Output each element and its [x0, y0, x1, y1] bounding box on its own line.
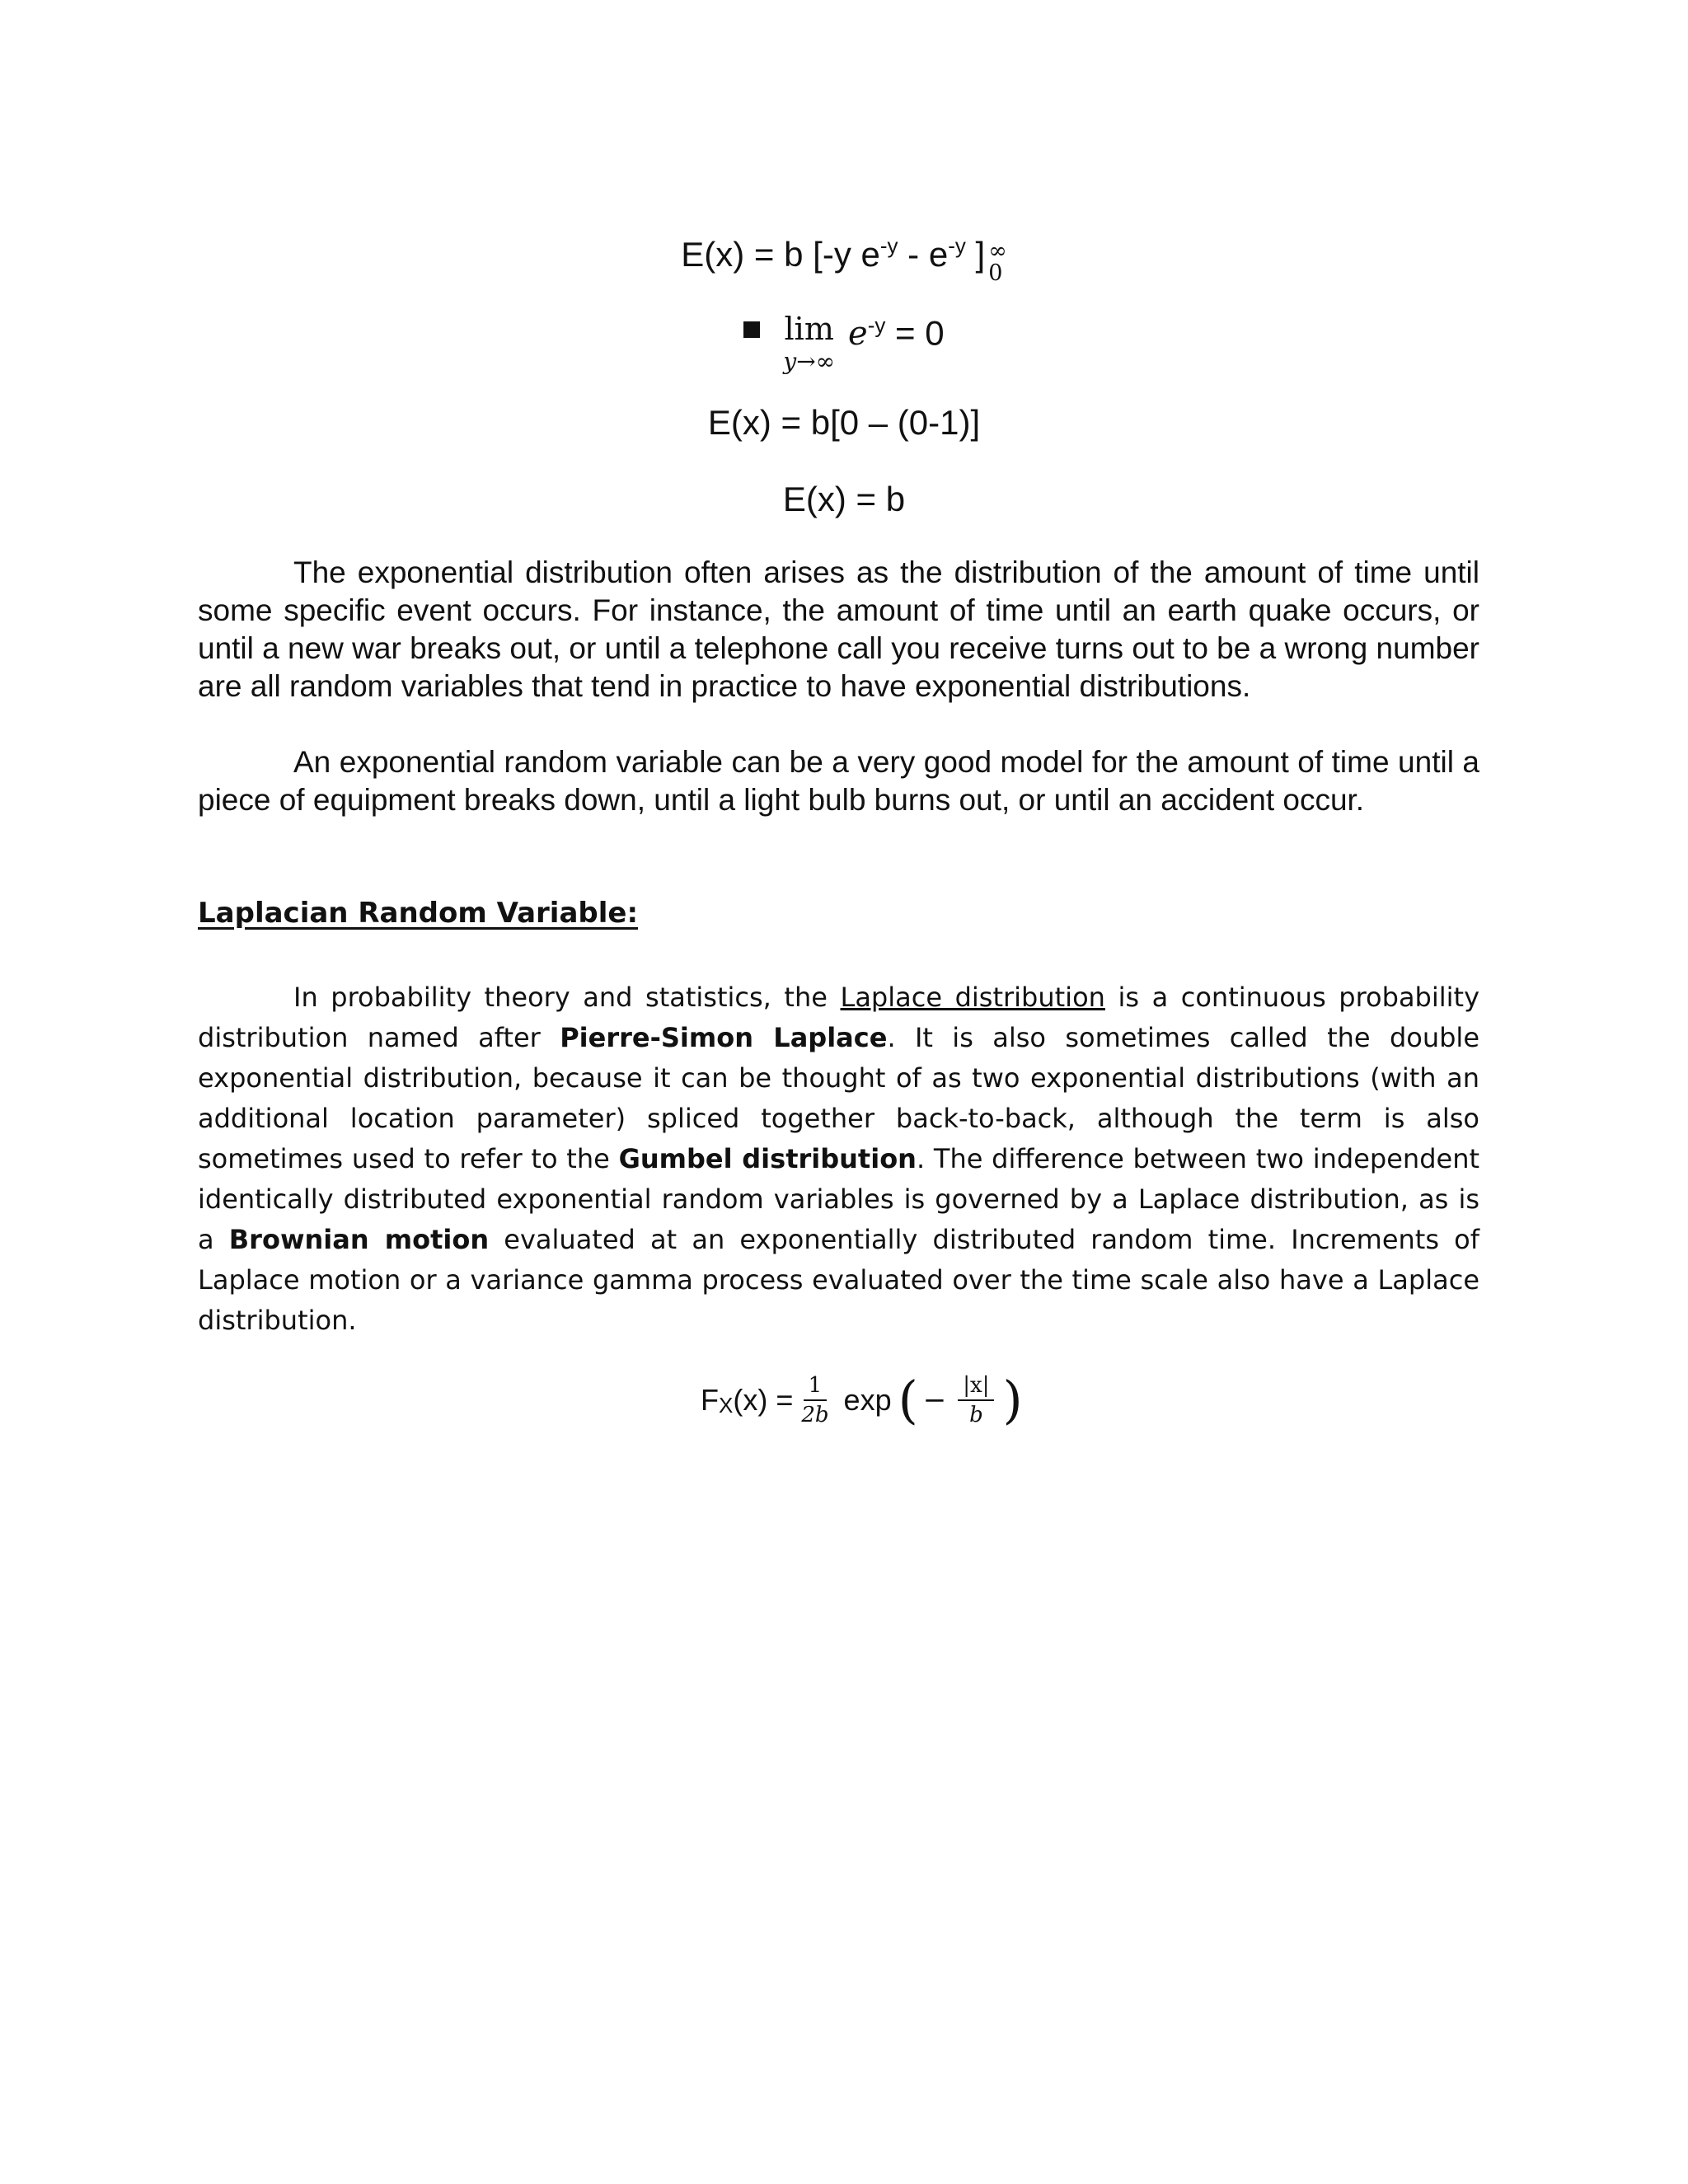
laplace-pdf-formula: F X (x) = $\frac{1}{2b}$ exp ( − $\frac{|x|}{b}$ ) [701, 1370, 1023, 1430]
limit-equation: lim y→∞ $e^{-y} = 0$ [0, 313, 1688, 375]
fraction-1-over-2b: $\frac{1}{2b}$ [801, 1373, 829, 1427]
laplace-paragraph: In probability theory and statistics, the Laplace distribution is a continuous probability distribution named after Pierre-Simon Laplace. It is also sometimes called the double exponential distribution, because it can be thought of as two exponential distributions (with an additional location parameter) spliced together back-to-back, although the term is also sometimes used to refer to the Gumbel distribution. The difference between two independent identically distributed exponential random variables is governed by a Laplace distribution, as is a Brownian motion evaluated at an exponentially distributed random time. Increments of Laplace motion or a variance gamma process evaluated over the time scale also have a Laplace distribution. [198, 982, 1480, 1336]
expectation-equation-1: E(x) = b [-y $e^{-y} - e^{-y}$ ] ∞ 0 [681, 233, 1007, 286]
exponential-paragraph-1: The exponential distribution often arises as the distribution of the amount of time until some specific event occurs. For instance, the amount of time until an earth quake occurs, or until a new war breaks out, or until a telephone call you receive turns out to be a wrong number are all random variables that tend in practice to have exponential distributions. [198, 555, 1479, 703]
expectation-equation-3: E(x) = b[0 – (0-1)] [707, 403, 981, 442]
fraction-abs-x-over-b: $\frac{|x|}{b}$ [958, 1375, 994, 1426]
section-heading: Laplacian Random Variable: [198, 897, 639, 930]
expectation-equation-4: E(x) = b [782, 480, 906, 518]
laplace-distribution-link[interactable]: Laplace distribution [840, 982, 1105, 1013]
square-bullet-icon [743, 321, 760, 338]
exponential-paragraph-2: An exponential random variable can be a very good model for the amount of time until a piece of equipment breaks down, until a light bulb burns out, or until an accident occur. [198, 745, 1479, 817]
